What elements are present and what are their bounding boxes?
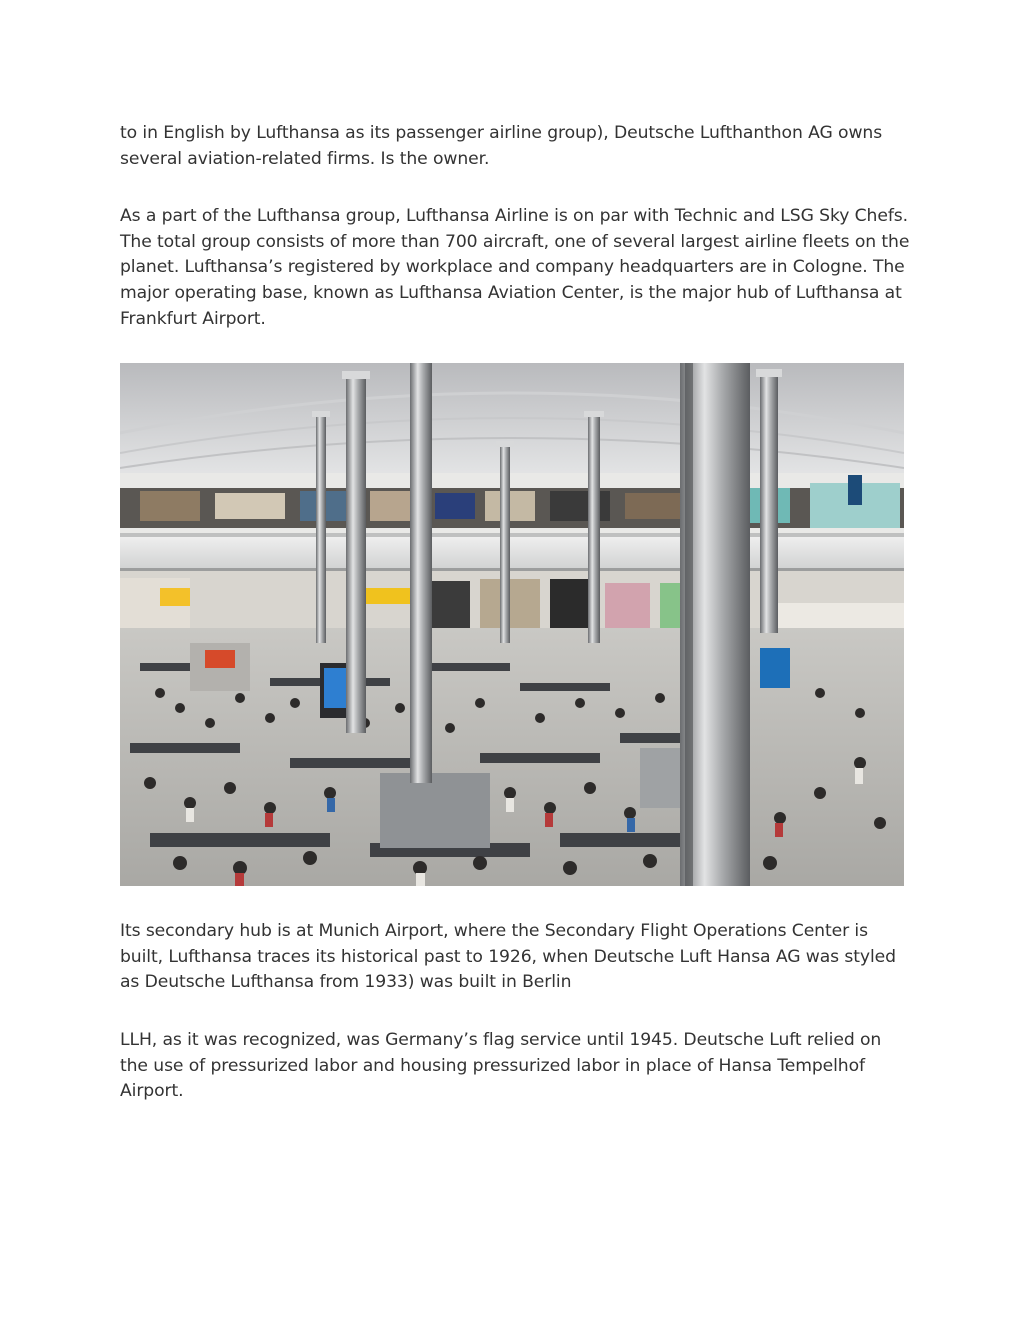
- paragraph-1: to in English by Lufthansa as its passenger airline group), Deutsche Lufthanthon AG owns several aviation-related firms. Is the owner.: [120, 123, 883, 169]
- paragraph-2: As a part of the Lufthansa group, Lufthansa Airline is on par with Technic and LSG Sky Chefs. The total group consists of more than 700 aircraft, one of several largest airline fleets on the planet. Lufthansa’s registered by workplace and company headquarters are in Cologne. The major operating base, known as Lufthansa Aviation Center, is the major hub of Lufthansa at Frankfurt Airport.: [120, 206, 910, 329]
- airport-terminal-photo: [120, 363, 904, 886]
- paragraph-3: Its secondary hub is at Munich Airport, where the Secondary Flight Operations Center is built, Lufthansa traces its historical past to 1926, when Deutsche Luft Hansa AG was styled as Deutsche Lufthansa from 1933) was built in Berlin: [120, 921, 896, 993]
- paragraph-4: LLH, as it was recognized, was Germany’s flag service until 1945. Deutsche Luft relied on the use of pressurized labor and housing pressurized labor in place of Hansa Tempelhof Airport.: [120, 1030, 882, 1102]
